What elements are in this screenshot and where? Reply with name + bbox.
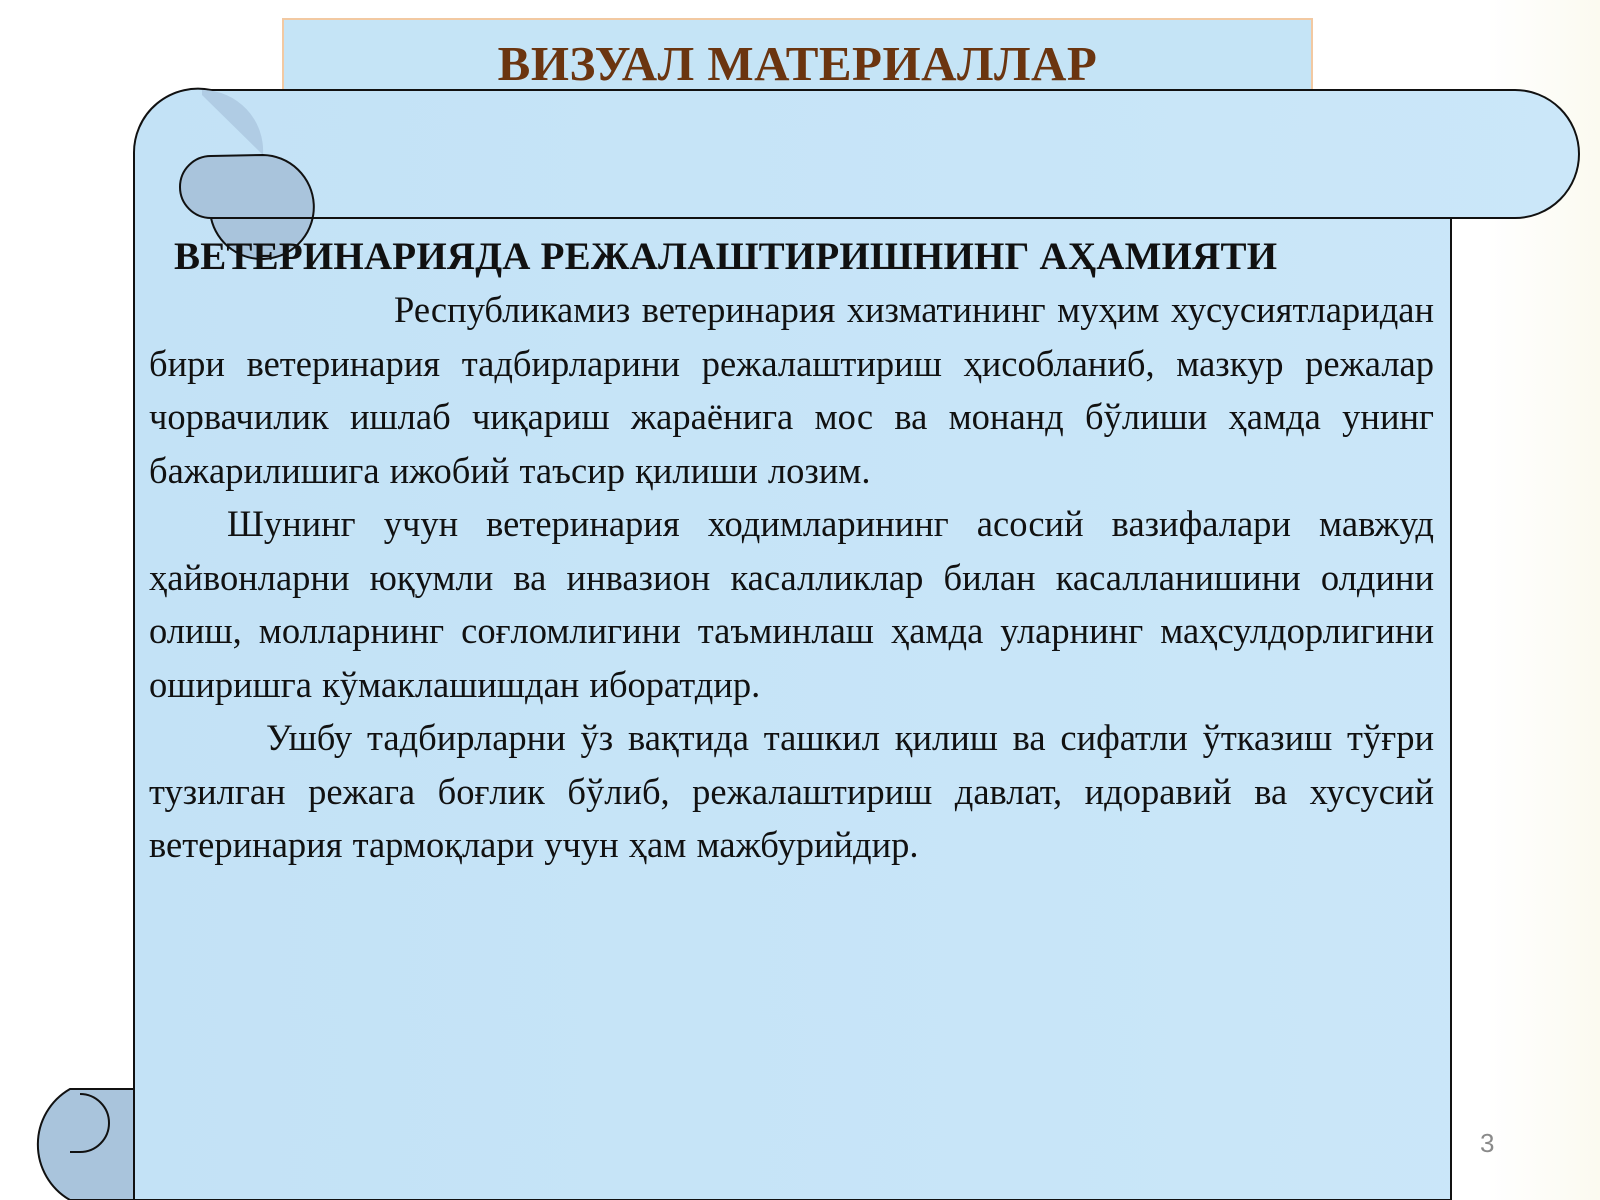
- bottom-curl: [38, 1089, 134, 1200]
- paragraph-3: Ушбу тадбирларни ўз вақтида ташкил қилиш ва сифатли ўтказиш тўғри тузилган режага боғлик бўлиб, режалаштириш давлат, идоравий ва хусусий ветеринария тармоқлари учун ҳам мажбурийдир.: [149, 717, 1434, 865]
- scroll-content: [149, 231, 1434, 872]
- section-heading: ВЕТЕРИНАРИЯДА РЕЖАЛАШТИРИШНИНГ АҲАМИЯТИ: [174, 235, 1278, 278]
- slide-title: ВИЗУАЛ МАТЕРИАЛЛАР: [497, 36, 1098, 91]
- slide-number: 3: [1480, 1128, 1495, 1158]
- paragraph-2: Шунинг учун ветеринария ходимларининг асосий вазифалари мавжуд ҳайвонларни юқумли ва инвазион касалликлар билан касалланишини олдини олиш, молларнинг соғломлигини таъминлаш ҳамда уларнинг маҳсулдорлигини оширишга кўмаклашишдан иборатдир.: [149, 503, 1434, 705]
- paragraph-1: Республикамиз ветеринария хизматининг муҳим хусусиятларидан бири ветеринария тадбирларини режалаштириш ҳисобланиб, мазкур режалар чорвачилик ишлаб чиқариш жараёнига мос ва монанд бўлиши ҳамда унинг бажарилишига ижобий таъсир қилиши лозим.: [149, 289, 1434, 491]
